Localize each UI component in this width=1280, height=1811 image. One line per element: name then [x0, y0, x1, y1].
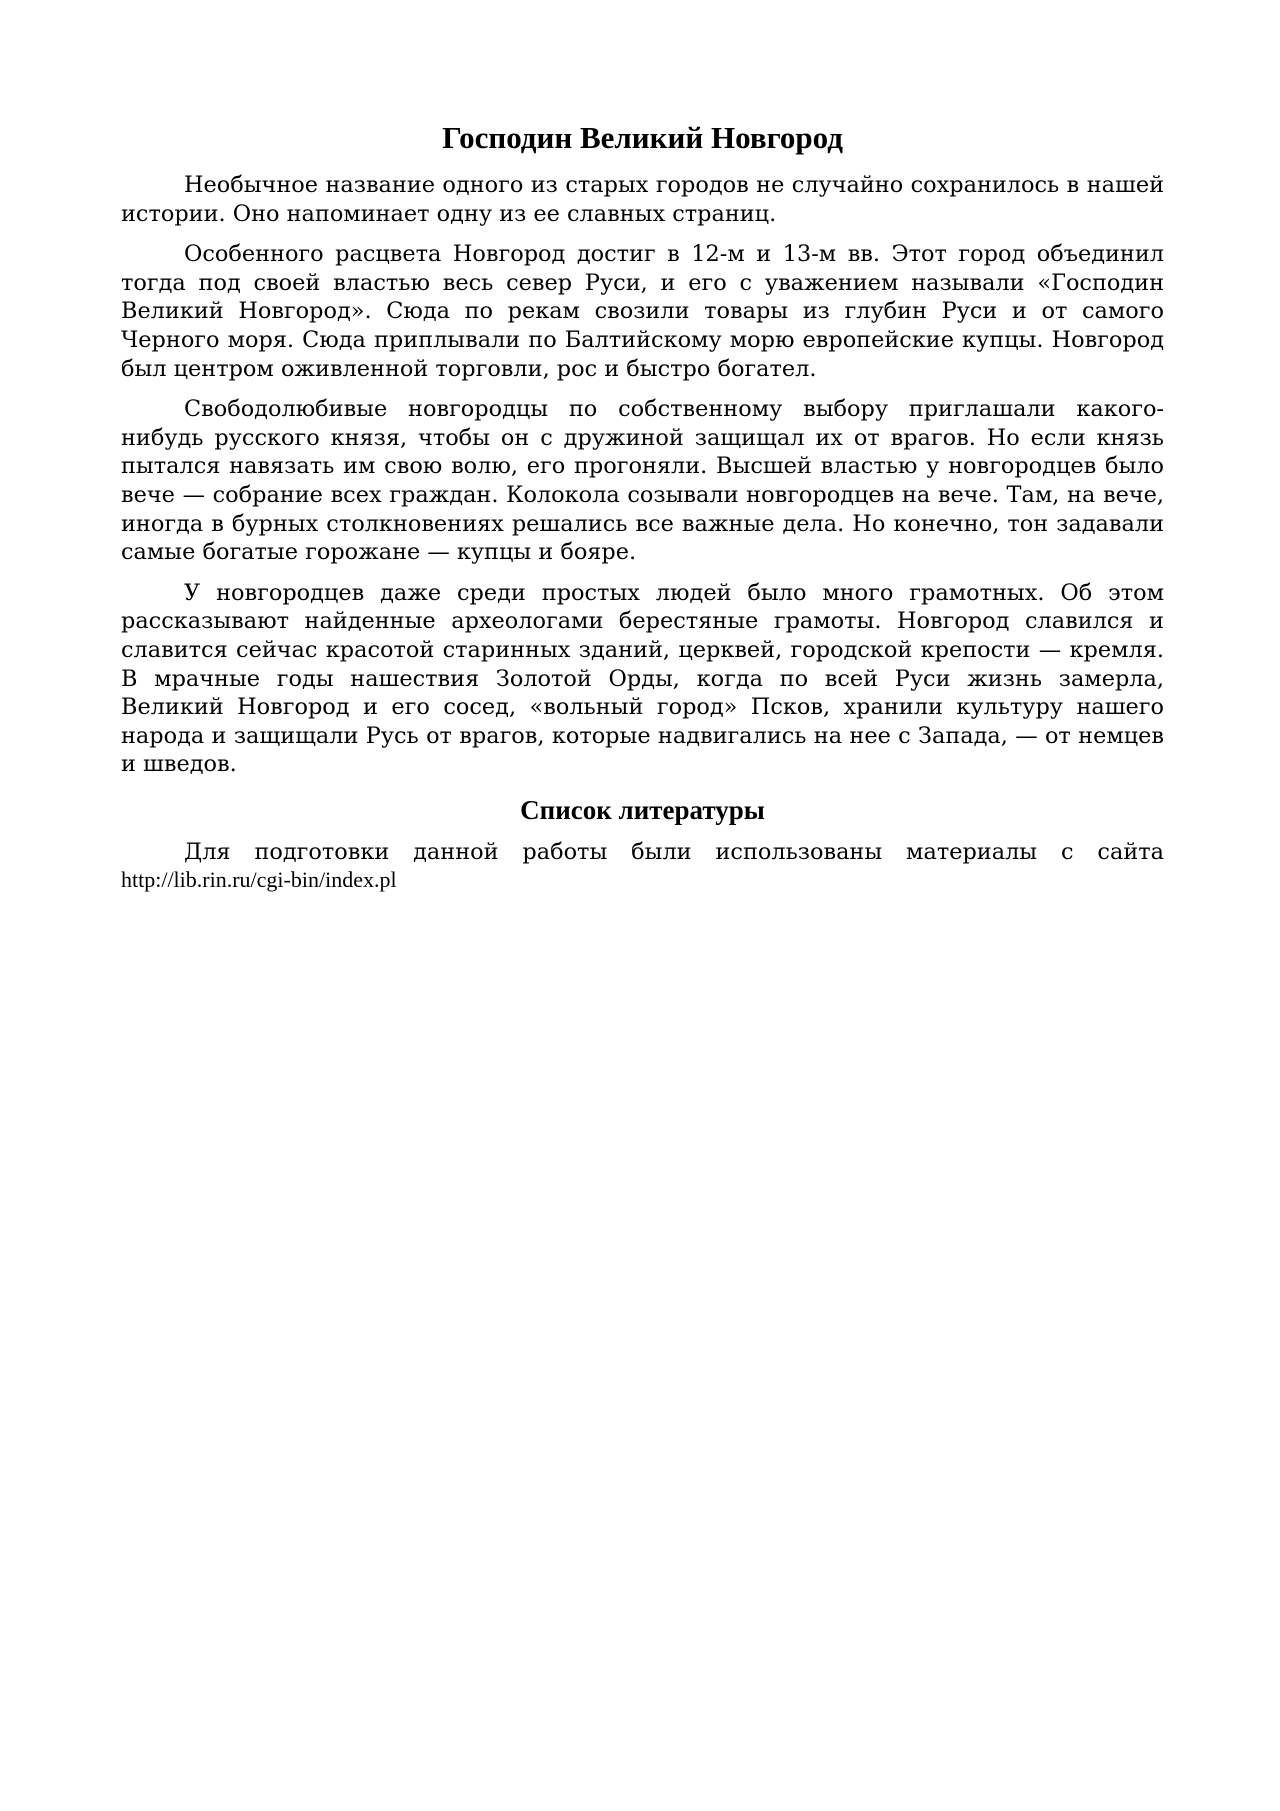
references-url: http://lib.rin.ru/cgi-bin/index.pl	[121, 867, 397, 893]
paragraph-3: Свободолюбивые новгородцы по собственному выбору приглашали какого-нибудь русского князя, чтобы он с дружиной защищал их от врагов. Но если князь пытался навязать им свою волю, его прогоняли. Высшей властью у новгородцев было вече — собрание всех граждан. Колокола созывали новгородцев на вече. Там, на вече, иногда в бурных столкновениях решались все важные дела. Но конечно, тон задавали самые богатые горожане — купцы и бояре.	[121, 396, 1164, 566]
references-paragraph	[121, 838, 1164, 895]
paragraph-4: У новгородцев даже среди простых людей было много грамотных. Об этом рассказывают найденные археологами берестяные грамоты. Новгород славился и славится сейчас красотой старинных зданий, церквей, городской крепости — кремля. В мрачные годы нашествия Золотой Орды, когда по всей Руси жизнь замерла, Великий Новгород и его сосед, «вольный город» Псков, хранили культуру нашего народа и защищали Русь от врагов, которые надвигались на нее с Запада, — от немцев и шведов.	[121, 579, 1164, 778]
paragraph-1: Необычное название одного из старых городов не случайно сохранилось в нашей истории. Оно напоминает одну из ее славных страниц.	[121, 172, 1164, 227]
page-title: Господин Великий Новгород	[442, 120, 843, 155]
references-heading: Список литературы	[520, 794, 765, 825]
paragraph-2: Особенного расцвета Новгород достиг в 12-м и 13-м вв. Этот город объединил тогда под своей властью весь север Руси, и его с уважением называли «Господин Великий Новгород». Сюда по рекам свозили товары из глубин Руси и от самого Черного моря. Сюда приплывали по Балтийскому морю европейские купцы. Новгород был центром оживленной торговли, рос и быстро богател.	[121, 241, 1164, 382]
references-text: Для подготовки данной работы были использованы материалы с сайта	[184, 838, 1164, 865]
document-content	[121, 118, 1164, 907]
